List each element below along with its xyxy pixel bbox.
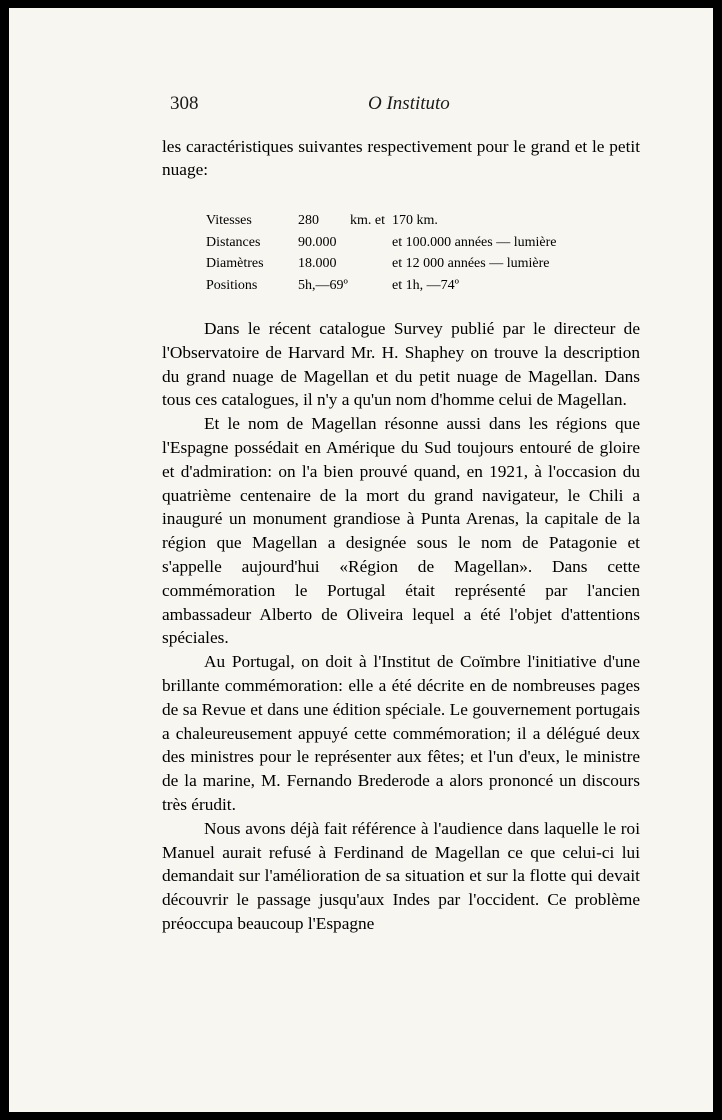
row-value-large-cloud: 18.000 [298, 256, 337, 271]
row-unit [350, 253, 392, 275]
row-unit [350, 232, 392, 254]
magellanic-clouds-table [206, 210, 556, 296]
paragraph-portugal: Au Portugal, on doit à l'Institut de Coïmbre l'initiative d'une brillante commémoration: elle a été décrite en de nombreuses pages de sa Revue et dans une édition spéciale. Le gouvernement portugais a chaleureusement appuyé cette commémoration; il a délégué deux des ministres pour le représenter aux fêtes; et l'un d'eux, le ministre de la marine, M. Fernando Brederode a alors prononcé un discours très érudit. [162, 652, 640, 814]
page-number: 308 [170, 93, 199, 114]
row-value-small-cloud: 170 km. [392, 213, 438, 228]
row-unit [350, 275, 392, 297]
table-row [206, 253, 556, 275]
paragraph-catalogue: Dans le récent catalogue Survey publié par le directeur de l'Observatoire de Harvard Mr. H. Shaphey on trouve la description du grand nuage de Magellan et du petit nuage de Magellan. Dans tous ces catalogues, il n'y a qu'un nom d'homme celui de Magellan. [162, 319, 640, 410]
row-unit: km. et [350, 213, 385, 228]
row-value-small-cloud: et 1h, —74º [392, 277, 459, 293]
table-row [206, 210, 556, 232]
page-header [170, 93, 654, 121]
row-value-large-cloud: 90.000 [298, 234, 337, 250]
main-text [162, 317, 640, 936]
running-title: O Instituto [368, 93, 450, 114]
row-label: Positions [206, 277, 258, 293]
row-label: Diamètres [206, 256, 264, 271]
intro-paragraph [162, 136, 640, 181]
table-row [206, 275, 556, 297]
row-value-small-cloud: et 12 000 années — lumière [392, 256, 550, 271]
row-value-large-cloud: 280 [298, 213, 319, 228]
intro-text: les caractéristiques suivantes respectivement pour le grand et le petit nuage: [162, 137, 640, 179]
paragraph-audience: Nous avons déjà fait référence à l'audience dans laquelle le roi Manuel aurait refusé à Ferdinand de Magellan ce que celui-ci lui demandait sur l'amélioration de sa situation et sur la flotte qui devait découvrir le passage jusqu'aux Indes par l'occident. Ce problème préoccupa beaucoup l'Espagne [162, 818, 640, 933]
row-label: Vitesses [206, 213, 252, 228]
row-value-large-cloud: 5h,—69º [298, 277, 348, 293]
row-value-small-cloud: et 100.000 années — lumière [392, 234, 557, 250]
paragraph-chile: Et le nom de Magellan résonne aussi dans les régions que l'Espagne possédait en Amérique du Sud toujours entouré de gloire et d'admiration: on l'a bien prouvé quand, en 1921, à l'occasion du quatrième centenaire de la mort du grand navigateur, le Chili a inauguré un monument grandiose à Punta Arenas, la capitale de la région que Magellan a designée sous le nom de Patagonie et s'appelle aujourd'hui «Région de Magellan». Dans cette commémoration le Portugal était représenté par l'ancien ambassadeur Alberto de Oliveira lequel a été l'objet d'attentions spéciales. [162, 414, 640, 648]
row-label: Distances [206, 234, 261, 250]
table-row [206, 232, 556, 254]
